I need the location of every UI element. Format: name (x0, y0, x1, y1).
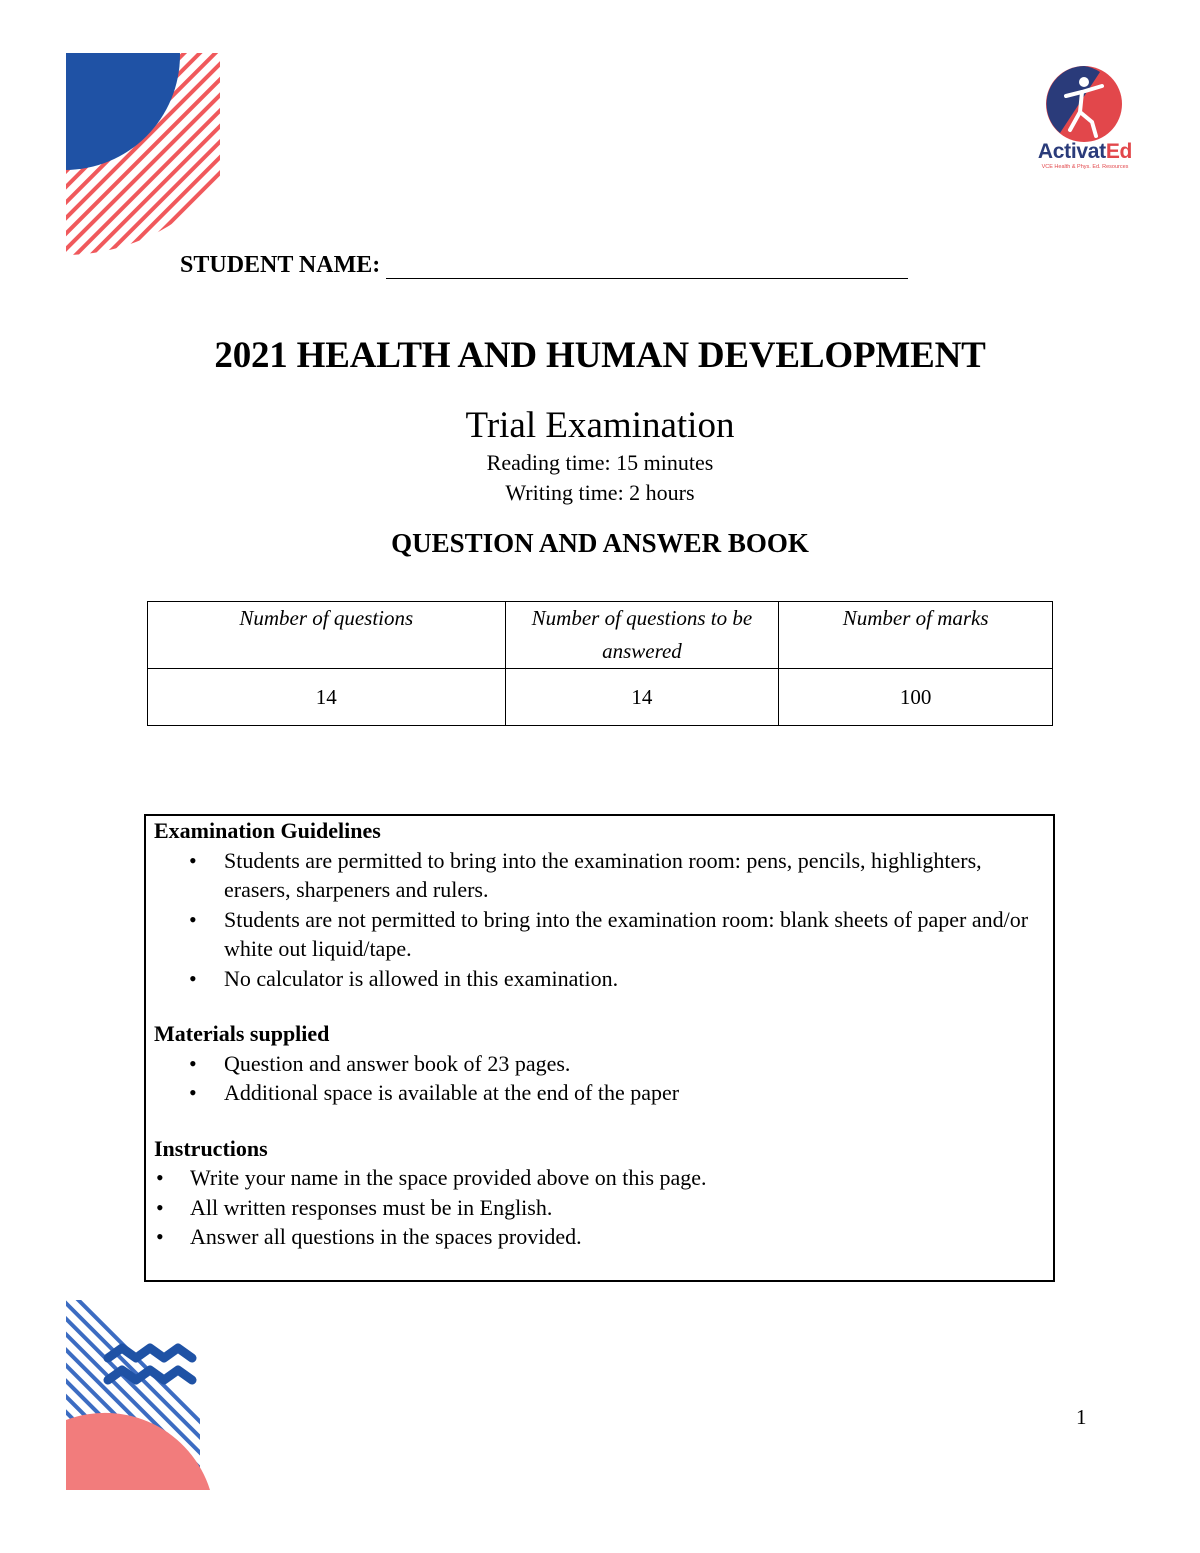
list-item: • All written responses must be in English. (146, 1193, 1053, 1223)
table-row (148, 669, 1053, 726)
table-header-cell: Number of marks (779, 602, 1053, 669)
table-header-row (148, 602, 1053, 669)
materials-heading: Materials supplied (154, 1021, 330, 1046)
instructions-list (146, 1163, 1053, 1252)
exam-guidelines-heading: Examination Guidelines (154, 818, 381, 843)
reading-time: Reading time: 15 minutes (486, 450, 714, 475)
table-cell: 100 (779, 669, 1053, 726)
exam-summary-table (147, 601, 1053, 726)
list-item: • Question and answer book of 23 pages. (146, 1049, 1053, 1079)
table-cell: 14 (148, 669, 506, 726)
exam-guidelines-list (146, 846, 1053, 994)
page-title: 2021 HEALTH AND HUMAN DEVELOPMENT (214, 335, 986, 376)
table-header-cell: Number of questions (148, 602, 506, 669)
page-subtitle: Trial Examination (465, 405, 735, 446)
guidelines-box (144, 814, 1055, 1282)
list-item: • Answer all questions in the spaces provided. (146, 1222, 1053, 1252)
instructions-heading: Instructions (154, 1135, 268, 1161)
writing-time: Writing time: 2 hours (505, 480, 695, 505)
book-label: QUESTION AND ANSWER BOOK (391, 528, 809, 558)
student-name-field (180, 252, 908, 279)
list-item: • Students are not permitted to bring into the examination room: blank sheets of paper and/or white out liquid/tape. (146, 905, 1053, 964)
list-item: • Write your name in the space provided above on this page. (146, 1163, 1053, 1193)
logo-tagline: VCE Health & Phys. Ed. Resources (1041, 164, 1129, 170)
list-item: • Students are permitted to bring into the examination room: pens, pencils, highlighters, erasers, sharpeners and rulers. (146, 846, 1053, 905)
materials-list (146, 1049, 1053, 1108)
table-cell: 14 (505, 669, 779, 726)
list-item: • No calculator is allowed in this examination. (146, 964, 1053, 994)
decorative-graphic-top (60, 50, 220, 265)
logo-wordmark: ActivatEd (1037, 140, 1133, 163)
list-item: • Additional space is available at the end of the paper (146, 1078, 1053, 1108)
student-name-blank[interactable] (386, 256, 908, 279)
student-name-label: STUDENT NAME: (180, 252, 381, 278)
decorative-graphic-bottom (60, 1300, 220, 1490)
table-header-cell: Number of questions to be answered (505, 602, 779, 669)
page-number: 1 (1076, 1405, 1087, 1429)
